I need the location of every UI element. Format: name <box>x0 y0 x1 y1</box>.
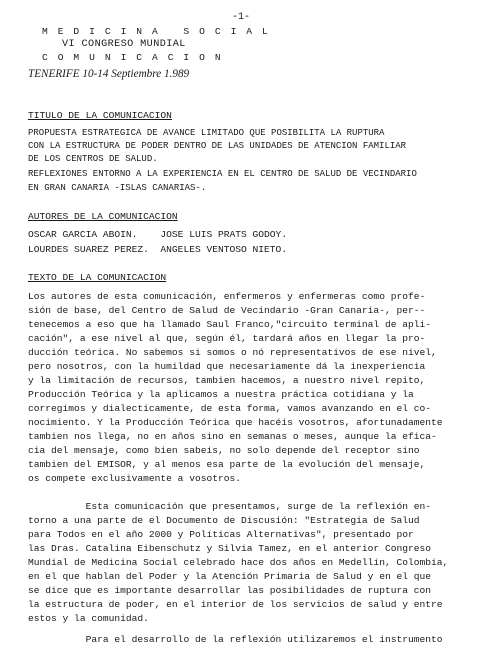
titulo-line: CON LA ESTRUCTURA DE PODER DENTRO DE LAS UNIDADES DE ATENCION FAMILIAR <box>28 141 407 151</box>
header-congress: VI CONGRESO MUNDIAL <box>62 39 186 50</box>
author-line: OSCAR GARCIA ABOIN. JOSE LUIS PRATS GODOY. <box>28 229 288 240</box>
body-line: os compete exclusivamente a vosotros. <box>28 473 242 484</box>
titulo-line: DE LOS CENTROS DE SALUD. <box>28 154 158 164</box>
header-communication: C O M U N I C A C I O N <box>42 52 223 63</box>
body-line: para Todos en el año 2000 y Políticas Alternativas", presentado por <box>28 529 414 540</box>
body-line: Los autores de esta comunicación, enfermeros y enfermeras como profe- <box>28 291 426 302</box>
section-heading-titulo: TITULO DE LA COMUNICACION <box>28 110 172 121</box>
body-line: cia del mensaje, como bien sabeis, no solo depende del receptor sino <box>28 445 420 456</box>
titulo-line: EN GRAN CANARIA -ISLAS CANARIAS-. <box>28 183 207 193</box>
section-heading-autores: AUTORES DE LA COMUNICACION <box>28 211 178 222</box>
body-line: la estructura de poder, en el interior de los servicios de salud y entre <box>28 599 443 610</box>
body-line: cación", a ese nivel al que, según él, tardará años en llegar la pro- <box>28 333 426 344</box>
section-heading-texto: TEXTO DE LA COMUNICACION <box>28 272 167 283</box>
body-line: Esta comunicación que presentamos, surge de la reflexión en- <box>28 501 432 512</box>
body-line: y la limitación de recursos, tambien hacemos, a nuestro nivel repito, <box>28 375 426 386</box>
body-line: sión de base, del Centro de Salud de Vecindario -Gran Canaria-, per-- <box>28 305 426 316</box>
body-line: tenecemos a eso que ha llamado Saul Franco,"circuito terminal de apli- <box>28 319 432 330</box>
header-date: TENERIFE 10-14 Septiembre 1.989 <box>28 68 190 80</box>
body-line: torno a una parte de el Documento de Discusión: "Estrategia de Salud <box>28 515 420 526</box>
body-line: tambien nos llega, no en años sino en semanas o meses, aunque la efica- <box>28 431 437 442</box>
titulo-line: REFLEXIONES ENTORNO A LA EXPERIENCIA EN EL CENTRO DE SALUD DE VECINDARIO <box>28 169 417 179</box>
titulo-line: PROPUESTA ESTRATEGICA DE AVANCE LIMITADO QUE POSIBILITA LA RUPTURA <box>28 128 385 138</box>
body-line: las Dras. Catalina Eibenschutz y Silvia Tamez, en el anterior Congreso <box>28 543 432 554</box>
header-title: M E D I C I N A S O C I A L <box>42 26 270 37</box>
body-line: nocimiento. Y la Producción Teórica que hacéis vosotros, afortunadamente <box>28 417 443 428</box>
body-line: se dice que es importante desarrollar las posibilidades de ruptura con <box>28 585 432 596</box>
body-line: en el que hablan del Poder y la Atención Primaria de Salud y en el que <box>28 571 432 582</box>
author-line: LOURDES SUAREZ PEREZ. ANGELES VENTOSO NIETO. <box>28 244 288 255</box>
body-line: Mundial de Medicina Social celebrado hace dos años en Medellín, Colombia, <box>28 557 449 568</box>
body-line: ducción teórica. No sabemos si somos o nó representativos de ese nivel, <box>28 347 437 358</box>
body-line: corregimos y dialecticamente, de esta forma, vamos avanzando en el co- <box>28 403 432 414</box>
page-number: -1- <box>232 12 251 23</box>
body-line: tambien del EMISOR, y al menos esa parte de la evolución del mensaje, <box>28 459 426 470</box>
body-line: pero nosotros, con la humildad que necesariamente dá la inexperiencia <box>28 361 426 372</box>
body-line: estos y la comunidad. <box>28 613 149 624</box>
body-line: Producción Teórica y la aplicamos a nuestra práctica cotidiana y la <box>28 389 414 400</box>
body-line: Para el desarrollo de la reflexión utilizaremos el instrumento <box>28 634 443 645</box>
